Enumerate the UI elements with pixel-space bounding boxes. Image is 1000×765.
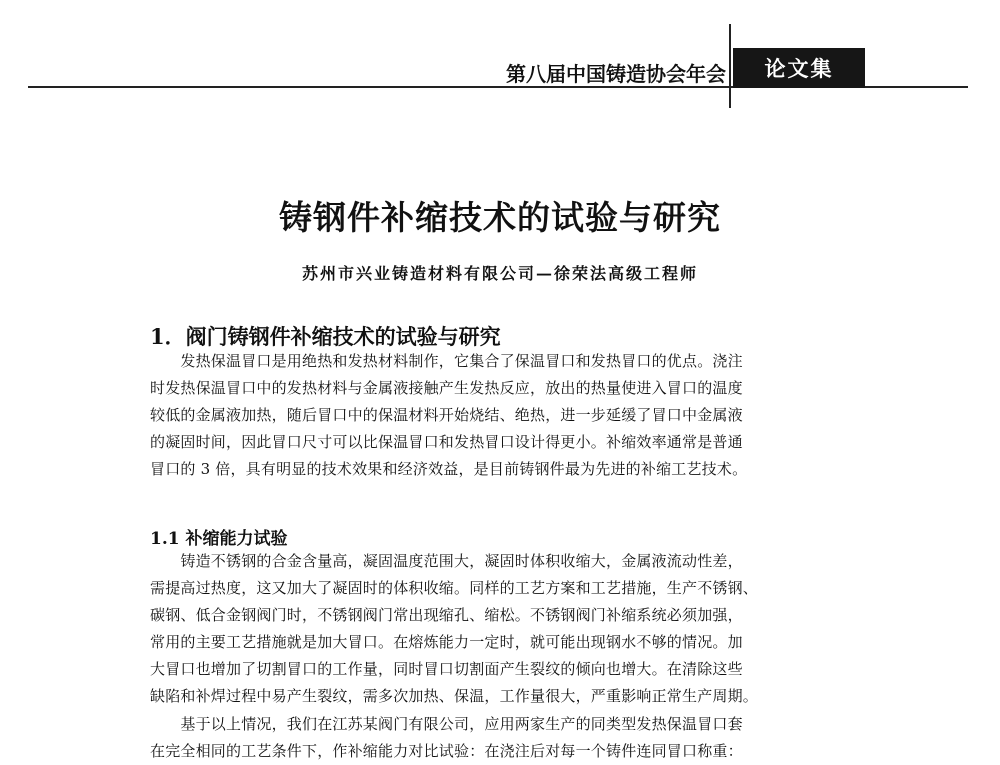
subsection-heading: 1.1 补缩能力试验 (150, 529, 288, 549)
conference-name: 第八届中国铸造协会年会 (506, 62, 726, 86)
text-line: 的凝固时间，因此冒口尺寸可以比保温冒口和发热冒口设计得更小。补缩效率通常是普通 (150, 433, 743, 451)
section1-paragraph (150, 348, 850, 483)
proceedings-tab: 论文集 (733, 48, 865, 88)
text-line: 常用的主要工艺措施就是加大冒口。在熔炼能力一定时，就可能出现钢水不够的情况。加 (150, 633, 743, 651)
section1-1-paragraph-2 (150, 711, 850, 765)
header-divider (729, 24, 731, 108)
article-byline: 苏州市兴业铸造材料有限公司—徐荣法高级工程师 (301, 264, 698, 283)
text-line: 基于以上情况，我们在江苏某阀门有限公司，应用两家生产的同类型发热保温冒口套 (150, 715, 743, 733)
text-line: 发热保温冒口是用绝热和发热材料制作，它集合了保温冒口和发热冒口的优点。浇注 (150, 352, 743, 370)
text-line: 较低的金属液加热，随后冒口中的保温材料开始烧结、绝热，进一步延缓了冒口中金属液 (150, 406, 743, 424)
text-line: 冒口的 3 倍，具有明显的技术效果和经济效益，是目前铸钢件最为先进的补缩工艺技术。 (150, 460, 748, 478)
text-line: 缺陷和补焊过程中易产生裂纹，需多次加热、保温，工作量很大，严重影响正常生产周期。 (150, 687, 759, 705)
text-line: 大冒口也增加了切割冒口的工作量，同时冒口切割面产生裂纹的倾向也增大。在清除这些 (150, 660, 743, 678)
text-line: 时发热保温冒口中的发热材料与金属液接触产生发热反应，放出的热量使进入冒口的温度 (150, 379, 743, 397)
text-line: 需提高过热度，这又加大了凝固时的体积收缩。同样的工艺方案和工艺措施，生产不锈钢、 (150, 579, 759, 597)
text-line: 碳钢、低合金钢阀门时，不锈钢阀门常出现缩孔、缩松。不锈钢阀门补缩系统必须加强， (150, 606, 743, 624)
text-line: 在完全相同的工艺条件下，作补缩能力对比试验：在浇注后对每一个铸件连同冒口称重： (150, 742, 743, 760)
section1-1-paragraph (150, 548, 850, 710)
text-line: 铸造不锈钢的合金含量高，凝固温度范围大，凝固时体积收缩大，金属液流动性差， (150, 552, 743, 570)
section-heading: 1．阀门铸钢件补缩技术的试验与研究 (150, 324, 501, 349)
article-title: 铸钢件补缩技术的试验与研究 (279, 198, 721, 237)
